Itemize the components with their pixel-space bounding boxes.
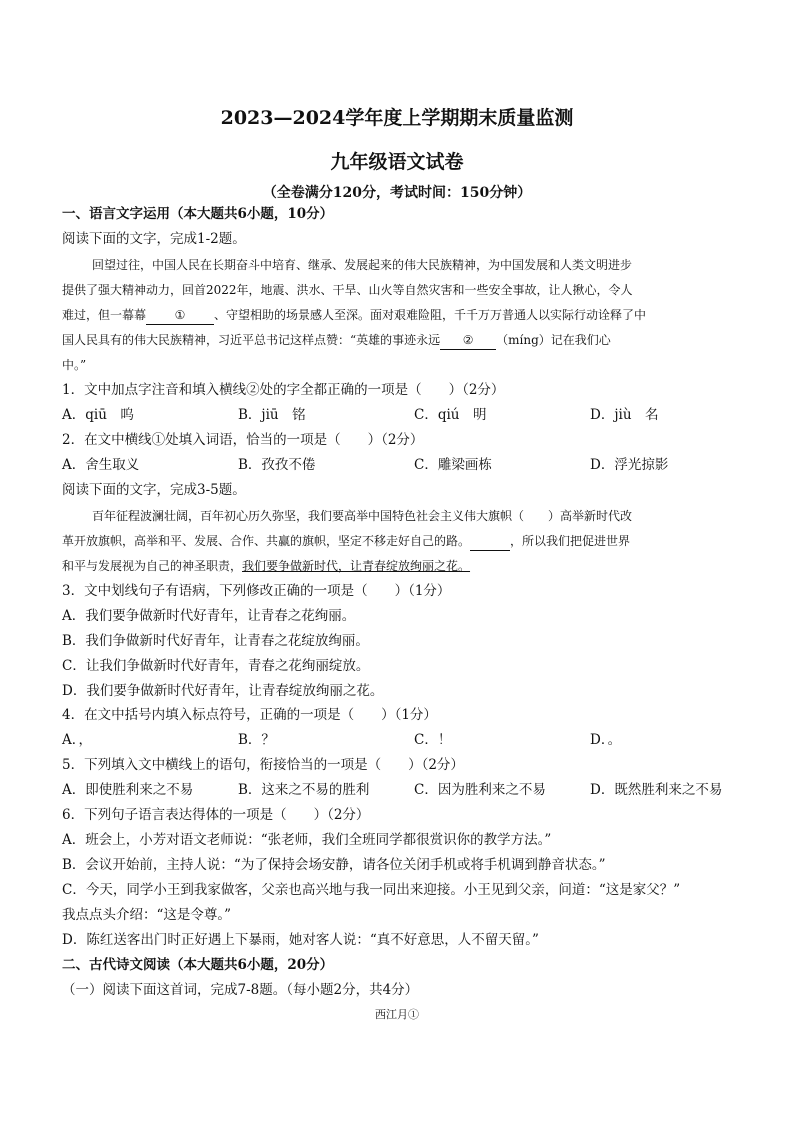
q1-option-a: A．qiū 呜 — [62, 407, 134, 423]
intro-1: 阅读下面的文字，完成1-2题。 — [62, 231, 246, 247]
q4-option-a: A．， — [62, 732, 92, 748]
q1-option-c: C．qiú 明 — [414, 407, 487, 423]
q5-option-d: D．既然胜利来之不易 — [590, 782, 723, 798]
q3-option-d: D．我们要争做新时代好青年，让青春绽放绚丽之花。 — [62, 683, 384, 699]
passage2-line2-b: ，所以我们把促进世界 — [510, 534, 631, 548]
passage1-line1: 回望过往，中国人民在长期奋斗中培育、继承、发展起来的伟大民族精神，为中国发展和人类文明进步 — [92, 258, 633, 272]
q4-option-d: D．。 — [590, 732, 622, 748]
q2-option-b: B．孜孜不倦 — [238, 457, 316, 473]
underlined-sentence: 我们要争做新时代，让青春绽放绚丽之花。 — [242, 559, 471, 573]
passage1-line4 — [62, 331, 611, 350]
q5-option-c: C．因为胜利来之不易 — [414, 782, 546, 798]
blank-1: ① — [146, 306, 214, 325]
passage2-line2 — [62, 532, 630, 551]
section2-heading: 二、古代诗文阅读（本大题共6小题，20分） — [62, 957, 334, 973]
passage1-line3-b: 、守望相助的场景感人至深。面对艰难险阻，千千万万普通人以实际行动诠释了中 — [214, 308, 647, 322]
q3-option-b: B．我们争做新时代好青年，让青春之花绽放绚丽。 — [62, 633, 369, 649]
passage2-line3 — [62, 557, 470, 575]
q6-option-c-line1: C．今天，同学小王到我家做客，父亲也高兴地与我一同出来迎接。小王见到父亲，问道：“这是家父？” — [62, 882, 681, 898]
q5-option-a: A．即使胜利来之不易 — [62, 782, 194, 798]
passage1-line5: 中。” — [62, 358, 87, 372]
blank-2: ② — [440, 331, 496, 350]
passage2-line2-a: 革开放旗帜，高举和平、发展、合作、共赢的旗帜，坚定不移走好自己的路。 — [62, 534, 471, 548]
q6-option-c-line2: 我点点头介绍：“这是令尊。” — [62, 907, 232, 923]
passage1-line4-a: 国人民具有的伟大民族精神，习近平总书记这样点赞：“英雄的事迹永远 — [62, 333, 441, 347]
q6-option-a: A．班会上，小芳对语文老师说：“张老师，我们全班同学都很赏识你的教学方法。” — [62, 832, 552, 848]
intro-2: 阅读下面的文字，完成3-5题。 — [62, 482, 246, 498]
q6-option-b: B．会议开始前，主持人说：“为了保持会场安静，请各位关闭手机或将手机调到静音状态。” — [62, 857, 606, 873]
blank-3 — [470, 532, 510, 551]
q3-stem: 3．文中划线句子有语病，下列修改正确的一项是（ ）（1分） — [62, 583, 451, 599]
q2-option-d: D．浮光掠影 — [590, 457, 669, 473]
exam-note: （全卷满分120分，考试时间：150分钟） — [262, 185, 532, 201]
q2-option-c: C．雕梁画栋 — [414, 457, 492, 473]
passage1-line2: 提供了强大精神动力，回首2022年，地震、洪水、干旱、山火等自然灾害和一些安全事故，让人揪心，令人 — [62, 283, 633, 297]
passage1-line4-b: （míng）记在我们心 — [496, 333, 611, 347]
q5-option-b: B．这来之不易的胜利 — [238, 782, 370, 798]
poem-title: 西江月① — [375, 1008, 419, 1021]
passage1-line3 — [62, 306, 646, 325]
q2-stem: 2．在文中横线①处填入词语，恰当的一项是（ ）（2分） — [62, 432, 424, 448]
passage2-line1: 百年征程波澜壮阔，百年初心历久弥坚，我们要高举中国特色社会主义伟大旗帜（ ）高举新时代改 — [92, 509, 633, 523]
q3-option-a: A．我们要争做新时代好青年，让青春之花绚丽。 — [62, 608, 356, 624]
q6-stem: 6．下列句子语言表达得体的一项是（ ）（2分） — [62, 807, 370, 823]
q1-option-d: D．jiù 名 — [590, 407, 659, 423]
q3-option-c: C．让我们争做新时代好青年，青春之花绚丽绽放。 — [62, 658, 370, 674]
section1-heading: 一、语言文字运用（本大题共6小题，10分） — [62, 206, 334, 222]
exam-title: 2023—2024学年度上学期期末质量监测 — [220, 107, 574, 129]
q4-option-b: B．？ — [238, 732, 275, 748]
q5-stem: 5．下列填入文中横线上的语句，衔接恰当的一项是（ ）（2分） — [62, 757, 464, 773]
q4-stem: 4．在文中括号内填入标点符号，正确的一项是（ ）（1分） — [62, 707, 437, 723]
q2-option-a: A．舍生取义 — [62, 457, 140, 473]
passage2-line3-a: 和平与发展视为自己的神圣职责， — [62, 559, 243, 573]
q6-option-d: D．陈红送客出门时正好遇上下暴雨，她对客人说：“真不好意思，人不留天留。” — [62, 932, 539, 948]
q1-stem: 1．文中加点字注音和填入横线②处的字全都正确的一项是（ ）（2分） — [62, 382, 505, 398]
passage1-line3-a: 难过，但一幕幕 — [62, 308, 147, 322]
q1-option-b: B．jiū 铭 — [238, 407, 306, 423]
q4-option-c: C．！ — [414, 732, 452, 748]
exam-subtitle: 九年级语文试卷 — [330, 151, 464, 173]
section2-sub1: （一）阅读下面这首词，完成7-8题。（每小题2分，共4分） — [62, 982, 419, 998]
